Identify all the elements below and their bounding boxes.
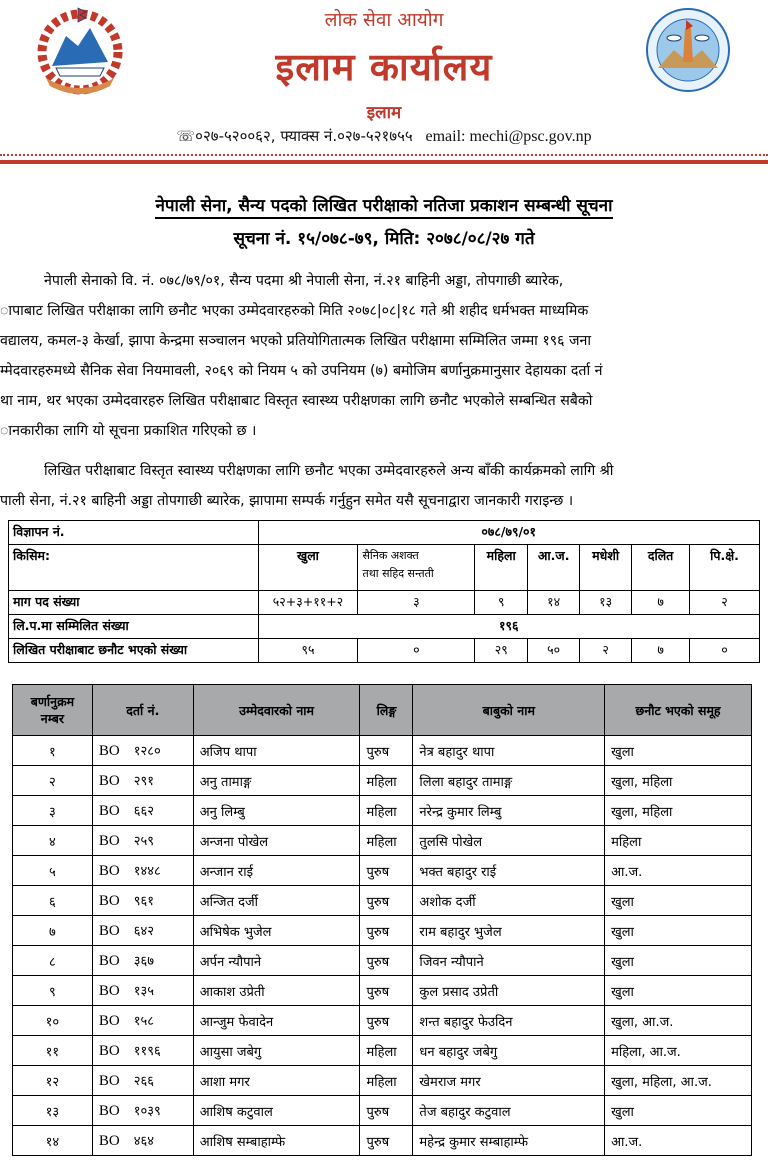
roll-prefix: BO <box>98 1103 120 1119</box>
selected-group: खुला <box>605 916 752 946</box>
demand-value: ९ <box>475 591 528 615</box>
paragraph-line: ापाबाट लिखित परीक्षाका लागि छनौट भएका उम्मेदवारहरुको मिति २०७८|०८|१८ गते श्री शहीद धर्मभक्त माध्यमिक <box>0 303 589 319</box>
fax-number: फ्याक्स नं.०२७-५२१७५५ <box>280 127 413 145</box>
paragraph-line: पाली सेना, नं.२१ बाहिनी अड्डा तोपगाछी ब्यारेक, झापामा सम्पर्क गर्नुहुन समेत यसै सूचनाद्वारा जानकारी गराइन्छ । <box>0 493 574 509</box>
paragraph-line: ानकारीका लागि यो सूचना प्रकाशित गरिएको छ । <box>0 423 257 439</box>
notice-paragraph-2 <box>0 456 768 516</box>
father-name: खेमराज मगर <box>413 1066 605 1096</box>
type-indigenous: आ.ज. <box>528 545 580 591</box>
roll-number <box>92 1096 193 1126</box>
roll-prefix: BO <box>98 893 120 909</box>
contact-line <box>0 126 768 146</box>
roll-prefix: BO <box>98 923 120 939</box>
gender: महिला <box>360 1066 413 1096</box>
results-table <box>12 684 752 1156</box>
table-row <box>13 976 752 1006</box>
roll-prefix: BO <box>98 983 120 999</box>
father-name: धन बहादुर जबेगु <box>413 1036 605 1066</box>
table-row <box>13 826 752 856</box>
roll-prefix: BO <box>98 1133 120 1149</box>
demand-value: ३ <box>358 591 475 615</box>
selected-group: महिला <box>605 826 752 856</box>
divider-dotted <box>0 154 768 156</box>
gender: पुरुष <box>360 1006 413 1036</box>
notice-title: नेपाली सेना, सैन्य पदको लिखित परीक्षाको नतिजा प्रकाशन सम्बन्धी सूचना <box>0 193 768 216</box>
father-name: शन्त बहादुर फेउदिन <box>413 1006 605 1036</box>
table-row <box>13 916 752 946</box>
father-name: नेत्र बहादुर थापा <box>413 736 605 766</box>
table-row <box>13 946 752 976</box>
summary-row-types <box>9 545 760 591</box>
roll-number <box>92 1006 193 1036</box>
candidate-name: आशिष सम्बाहाम्फे <box>193 1126 360 1156</box>
roll-number <box>92 766 193 796</box>
selected-value: २ <box>580 639 632 663</box>
paragraph-line: लिखित परीक्षाबाट विस्तृत स्वास्थ्य परीक्षणका लागि छनौट भएका उम्मेदवारहरुले अन्य बाँकी कार्यक्रमको लागि श्री <box>44 463 614 479</box>
roll-prefix: BO <box>98 833 120 849</box>
paragraph-line: वद्यालय, कमल-३ केर्खा, झापा केन्द्रमा सञ्चालन भएको प्रतियोगितात्मक लिखित परीक्षामा सम्मिलित जम्मा १९६ जना <box>0 333 592 349</box>
org-name: लोक सेवा आयोग <box>324 9 444 31</box>
roll-number <box>92 916 193 946</box>
father-name: भक्त बहादुर राई <box>413 856 605 886</box>
col-father-name: बाबुको नाम <box>413 685 605 736</box>
appeared-value: १९६ <box>258 615 760 639</box>
serial-number: ६ <box>13 886 93 916</box>
father-name: नरेन्द्र कुमार लिम्बु <box>413 796 605 826</box>
roll-number <box>92 736 193 766</box>
roll-value: २९१ <box>133 774 154 789</box>
selected-value: ० <box>690 639 760 663</box>
roll-value: १०३९ <box>133 1104 161 1119</box>
candidate-name: अभिषेक भुजेल <box>193 916 360 946</box>
roll-number <box>92 976 193 1006</box>
selected-group: खुला <box>605 976 752 1006</box>
roll-prefix: BO <box>98 743 120 759</box>
roll-number <box>92 856 193 886</box>
demand-value: १३ <box>580 591 632 615</box>
roll-value: २५९ <box>133 834 154 849</box>
candidate-name: आशिष कटुवाल <box>193 1096 360 1126</box>
serial-number: ११ <box>13 1036 93 1066</box>
office-name: इलाम कार्यालय <box>275 45 493 89</box>
summary-row-selected <box>9 639 760 663</box>
serial-number: ९ <box>13 976 93 1006</box>
table-row <box>13 1126 752 1156</box>
candidate-name: आन्जुम फेवादेन <box>193 1006 360 1036</box>
gender: पुरुष <box>360 946 413 976</box>
serial-number: २ <box>13 766 93 796</box>
selected-group: खुला <box>605 736 752 766</box>
roll-value: १५८ <box>133 1014 154 1029</box>
selected-group: खुला <box>605 946 752 976</box>
father-name: जिवन न्यौपाने <box>413 946 605 976</box>
selected-value: २९ <box>475 639 528 663</box>
col-candidate-name: उम्मेदवारको नाम <box>193 685 360 736</box>
demand-label: माग पद संख्या <box>9 591 259 615</box>
table-row <box>13 766 752 796</box>
selected-group: आ.ज. <box>605 1126 752 1156</box>
roll-prefix: BO <box>98 953 120 969</box>
type-dalit: दलित <box>632 545 690 591</box>
roll-prefix: BO <box>98 1043 120 1059</box>
serial-number: १ <box>13 736 93 766</box>
table-row <box>13 856 752 886</box>
roll-value: ९६१ <box>133 894 154 909</box>
selected-value: ० <box>358 639 475 663</box>
gender: पुरुष <box>360 976 413 1006</box>
appeared-label: लि.प.मा सम्मिलित संख्या <box>9 615 259 639</box>
serial-number: १४ <box>13 1126 93 1156</box>
serial-number: ५ <box>13 856 93 886</box>
table-row <box>13 1066 752 1096</box>
roll-value: १४४८ <box>133 864 161 879</box>
roll-prefix: BO <box>98 773 120 789</box>
roll-number <box>92 946 193 976</box>
father-name: अशोक दर्जी <box>413 886 605 916</box>
selected-group: आ.ज. <box>605 856 752 886</box>
table-row <box>13 736 752 766</box>
candidate-name: अन्जना पोखेल <box>193 826 360 856</box>
roll-number <box>92 1066 193 1096</box>
serial-number: १३ <box>13 1096 93 1126</box>
roll-value: १३५ <box>133 984 154 999</box>
selected-group: खुला, आ.ज. <box>605 1006 752 1036</box>
summary-row-appeared <box>9 615 760 639</box>
demand-value: ५२+३+११+२ <box>258 591 358 615</box>
gender: महिला <box>360 826 413 856</box>
summary-row-demand <box>9 591 760 615</box>
serial-number: १२ <box>13 1066 93 1096</box>
roll-value: १२८० <box>133 744 161 759</box>
selected-group: खुला <box>605 886 752 916</box>
paragraph-line: था नाम, थर भएका उम्मेदवारहरु लिखित परीक्षाबाट विस्तृत स्वास्थ्य परीक्षणका लागि छनौट भएकोले सम्बन्धित सबैको <box>0 393 593 409</box>
paragraph-line: म्मेदवारहरुमध्ये सैनिक सेवा नियमावली, २०६९ को नियम ५ को उपनियम (७) बमोजिम बर्णानुक्रमानुसार देहायका दर्ता नं <box>0 363 603 379</box>
paragraph-line: नेपाली सेनाको वि. नं. ०७८/७९/०१, सैन्य पदमा श्री नेपाली सेना, नं.२१ बाहिनी अड्डा, तोपगाछी ब्यारेक, <box>44 273 564 289</box>
selected-group: खुला, महिला <box>605 796 752 826</box>
gender: महिला <box>360 1036 413 1066</box>
roll-number <box>92 886 193 916</box>
roll-value: २६६ <box>133 1074 154 1089</box>
phone-number: ०२७-५२००६२, <box>195 127 276 145</box>
roll-number <box>92 826 193 856</box>
father-name: राम बहादुर भुजेल <box>413 916 605 946</box>
father-name: तेज बहादुर कटुवाल <box>413 1096 605 1126</box>
roll-prefix: BO <box>98 1013 120 1029</box>
candidate-name: अर्पन न्यौपाने <box>193 946 360 976</box>
selected-group: खुला <box>605 1096 752 1126</box>
gender: महिला <box>360 796 413 826</box>
father-name: तुलसि पोखेल <box>413 826 605 856</box>
roll-prefix: BO <box>98 863 120 879</box>
table-row <box>13 1096 752 1126</box>
vacancy-summary-table <box>8 520 760 663</box>
ad-number-label: विज्ञापन नं. <box>9 521 259 545</box>
candidate-name: अनु तामाङ्ग <box>193 766 360 796</box>
col-serial-number: बर्णानुक्रम नम्बर <box>13 685 93 736</box>
candidate-name: आयुसा जबेगु <box>193 1036 360 1066</box>
gender: पुरुष <box>360 916 413 946</box>
gender: पुरुष <box>360 1096 413 1126</box>
type-label: किसिम: <box>9 545 259 591</box>
type-khula: खुला <box>258 545 358 591</box>
roll-value: ३६७ <box>133 954 154 969</box>
candidate-name: अन्जान राई <box>193 856 360 886</box>
serial-number: ३ <box>13 796 93 826</box>
demand-value: २ <box>690 591 760 615</box>
col-gender: लिङ्ग <box>360 685 413 736</box>
serial-number: ८ <box>13 946 93 976</box>
col-roll-number: दर्ता नं. <box>92 685 193 736</box>
notice-number-date: सूचना नं. १५/०७८-७९, मिति: २०७८/०८/२७ गते <box>233 229 535 249</box>
selected-group: खुला, महिला, आ.ज. <box>605 1066 752 1096</box>
telephone-icon: ☏ <box>176 127 196 145</box>
demand-value: १४ <box>528 591 580 615</box>
table-row <box>13 1006 752 1036</box>
gender: पुरुष <box>360 856 413 886</box>
gender: पुरुष <box>360 886 413 916</box>
candidate-name: आशा मगर <box>193 1066 360 1096</box>
selected-group: महिला, आ.ज. <box>605 1036 752 1066</box>
office-location: इलाम <box>366 103 402 123</box>
serial-number: ४ <box>13 826 93 856</box>
gender: महिला <box>360 766 413 796</box>
results-body <box>13 736 752 1156</box>
type-military-disabled: सैनिक अशक्त तथा सहिद सन्तती <box>358 545 475 591</box>
roll-number <box>92 796 193 826</box>
demand-value: ७ <box>632 591 690 615</box>
table-row <box>13 1036 752 1066</box>
serial-number: ७ <box>13 916 93 946</box>
letterhead <box>0 0 768 170</box>
gender: पुरुष <box>360 1126 413 1156</box>
selected-group: खुला, महिला <box>605 766 752 796</box>
type-women: महिला <box>475 545 528 591</box>
roll-prefix: BO <box>98 803 120 819</box>
candidate-name: आकाश उप्रेती <box>193 976 360 1006</box>
notice-paragraph-1 <box>0 266 768 446</box>
summary-row-ad-number <box>9 521 760 545</box>
roll-value: ६४२ <box>133 924 154 939</box>
candidate-name: अजिप थापा <box>193 736 360 766</box>
selected-label: लिखित परीक्षाबाट छनौट भएको संख्या <box>9 639 259 663</box>
roll-value: ४६४ <box>133 1134 154 1149</box>
divider-thick <box>0 160 768 164</box>
selected-value: ७ <box>632 639 690 663</box>
father-name: लिला बहादुर तामाङ्ग <box>413 766 605 796</box>
email-address[interactable]: email: mechi@psc.gov.np <box>425 128 592 145</box>
col-selected-group: छनौट भएको समूह <box>605 685 752 736</box>
results-header-row <box>13 685 752 736</box>
candidate-name: अनु लिम्बु <box>193 796 360 826</box>
candidate-name: अन्जित दर्जी <box>193 886 360 916</box>
ad-number-value: ०७८/७९/०१ <box>258 521 760 545</box>
father-name: कुल प्रसाद उप्रेती <box>413 976 605 1006</box>
table-row <box>13 886 752 916</box>
roll-value: ११९६ <box>133 1044 161 1059</box>
roll-number <box>92 1126 193 1156</box>
gender: पुरुष <box>360 736 413 766</box>
roll-prefix: BO <box>98 1073 120 1089</box>
table-row <box>13 796 752 826</box>
type-madhesi: मधेशी <box>580 545 632 591</box>
serial-number: १० <box>13 1006 93 1036</box>
type-backward-region: पि.क्षे. <box>690 545 760 591</box>
selected-value: ९५ <box>258 639 358 663</box>
roll-value: ६६२ <box>133 804 154 819</box>
father-name: महेन्द्र कुमार सम्बाहाम्फे <box>413 1126 605 1156</box>
roll-number <box>92 1036 193 1066</box>
selected-value: ५० <box>528 639 580 663</box>
